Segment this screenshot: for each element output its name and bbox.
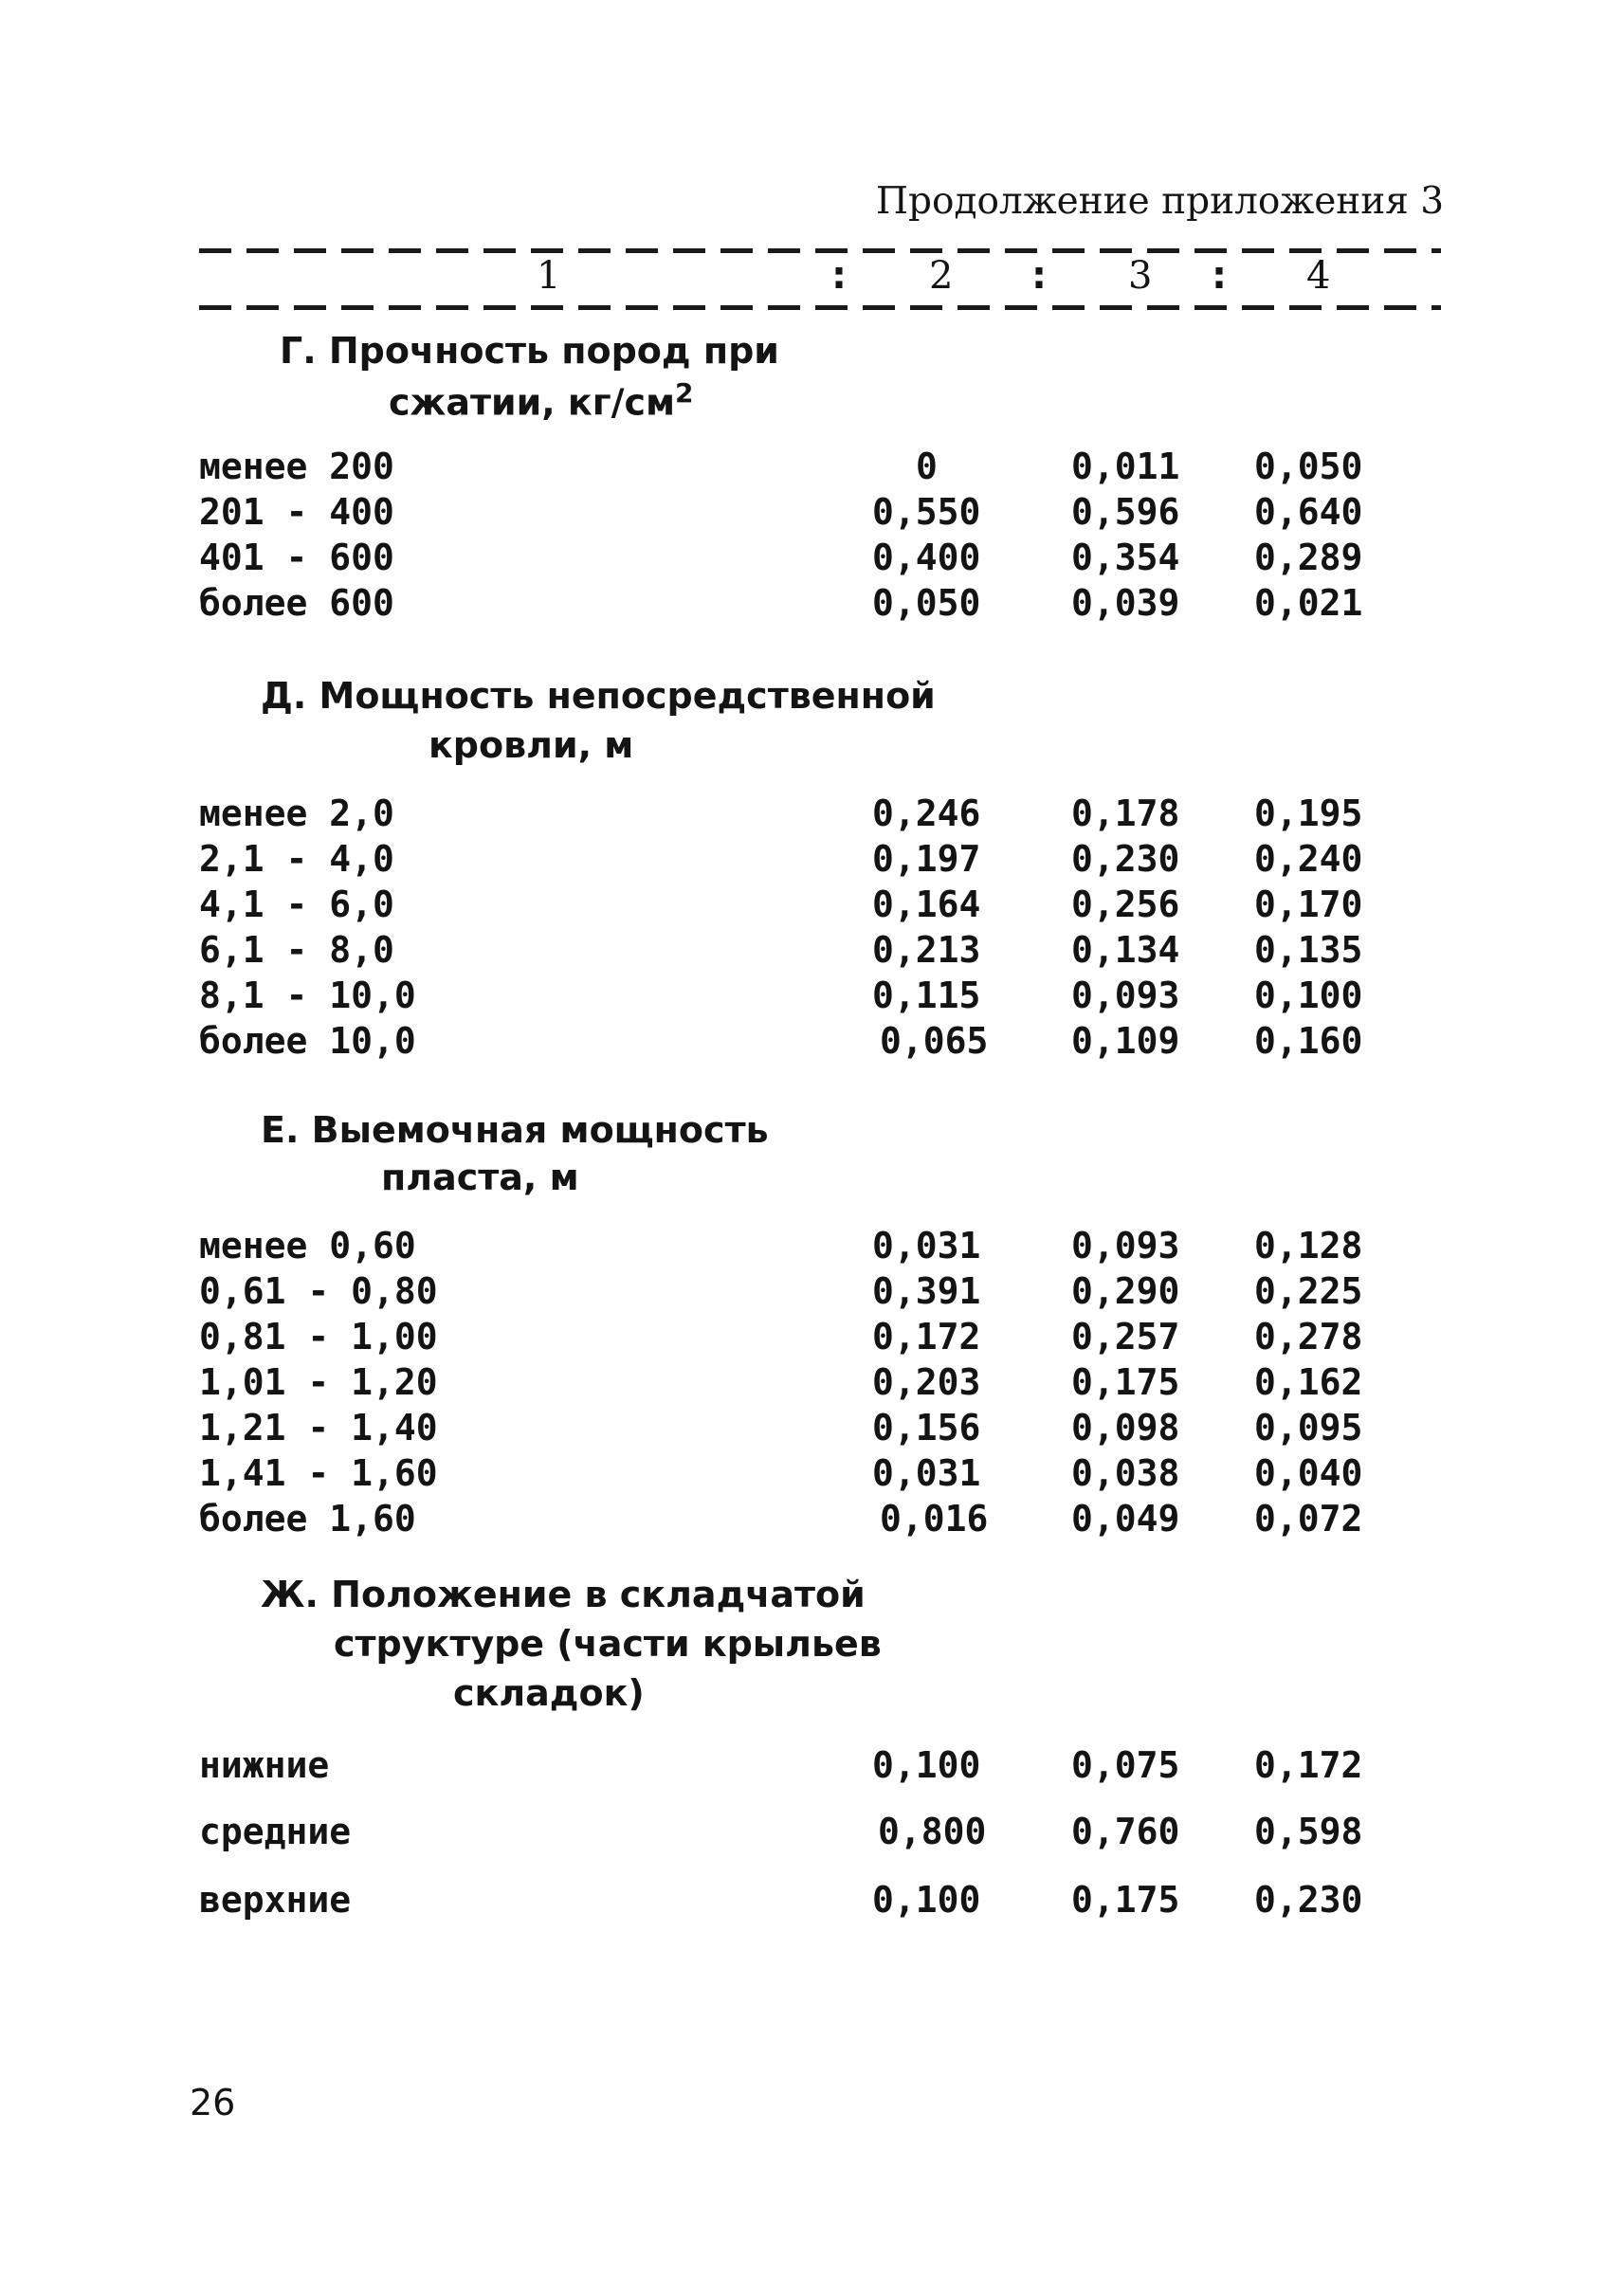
table-row: средние 0,800 0,760 0,598: [199, 1811, 1363, 1852]
section-title-g: Г. Прочность пород при: [280, 330, 779, 372]
section-title-zh: Ж. Положение в складчатой: [261, 1574, 866, 1615]
table-row: более 10,0 0,065 0,109 0,160: [199, 1020, 1363, 1062]
column-number-3: 3: [1128, 254, 1153, 298]
table-row: более 600 0,050 0,039 0,021: [199, 582, 1363, 624]
table-row: менее 2,0 0,246 0,178 0,195: [199, 793, 1363, 834]
table-row: менее 0,60 0,031 0,093 0,128: [199, 1225, 1363, 1266]
section-title-e: Е. Выемочная мощность: [261, 1109, 769, 1151]
continuation-caption: Продолжение приложения 3: [876, 180, 1445, 223]
table-row: нижние 0,100 0,075 0,172: [199, 1744, 1363, 1786]
column-number-1: 1: [537, 254, 561, 298]
table-row: 1,21 - 1,40 0,156 0,098 0,095: [199, 1407, 1363, 1449]
column-separator: :: [1031, 254, 1047, 298]
table-row: 1,41 - 1,60 0,031 0,038 0,040: [199, 1452, 1363, 1494]
column-separator: :: [1212, 254, 1227, 298]
header-rule-top: [199, 248, 1441, 253]
table-row: 401 - 600 0,400 0,354 0,289: [199, 537, 1363, 578]
column-number-4: 4: [1306, 254, 1331, 298]
table-row: 201 - 400 0,550 0,596 0,640: [199, 491, 1363, 533]
section-title-g-line2: сжатии, $кг/см^2$: [389, 377, 694, 424]
column-separator: :: [831, 254, 847, 298]
table-row: 2,1 - 4,0 0,197 0,230 0,240: [199, 838, 1363, 880]
table-row: 4,1 - 6,0 0,164 0,256 0,170: [199, 884, 1363, 925]
section-title-e-line2: пласта, м: [381, 1157, 579, 1198]
header-rule-bottom: [199, 305, 1441, 310]
table-row: 6,1 - 8,0 0,213 0,134 0,135: [199, 929, 1363, 971]
section-title-d-line2: кровли, м: [429, 724, 634, 766]
superscript: 2: [675, 377, 694, 409]
page-number: 26: [190, 2082, 236, 2123]
table-row: менее 200 0 0,011 0,050: [199, 446, 1363, 487]
section-title-zh-line3: складок): [453, 1672, 645, 1714]
table-row: 8,1 - 10,0 0,115 0,093 0,100: [199, 975, 1363, 1016]
table-row: 1,01 - 1,20 0,203 0,175 0,162: [199, 1361, 1363, 1403]
section-title-d: Д. Мощность непосредственной: [261, 675, 936, 717]
table-row: верхние 0,100 0,175 0,230: [199, 1879, 1363, 1921]
table-row: более 1,60 0,016 0,049 0,072: [199, 1498, 1363, 1540]
column-number-2: 2: [929, 254, 954, 298]
table-row: 0,81 - 1,00 0,172 0,257 0,278: [199, 1316, 1363, 1358]
section-title-zh-line2: структуре (части крыльев: [334, 1623, 882, 1665]
table-row: 0,61 - 0,80 0,391 0,290 0,225: [199, 1270, 1363, 1312]
